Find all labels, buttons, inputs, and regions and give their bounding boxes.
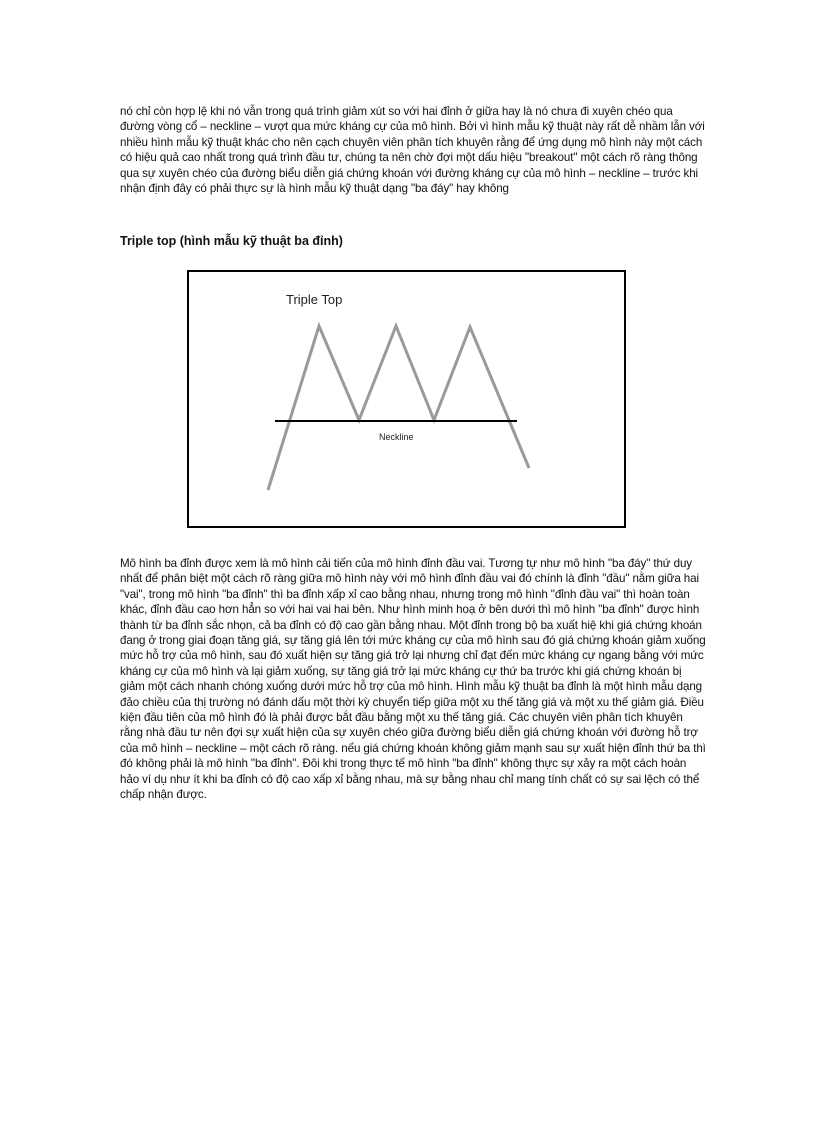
price-line (268, 326, 529, 490)
triple-top-figure (187, 270, 626, 528)
figure-title: Triple Top (286, 292, 343, 307)
intro-paragraph: nó chỉ còn hợp lệ khi nó vẫn trong quá trình giảm xút so với hai đỉnh ở giữa hay là nó chưa đi xuyên chéo qua đường vòng cổ – neckline – vượt qua mức kháng cự của mô hình. Bởi vì hình mẫu kỹ thuật này rất dễ nhầm lẫn với nhiều hình mẫu kỹ thuật khác cho nên cạch chuyên viên phân tích khuyên rằng để ứng dụng mô hình này một cách có hiệu quả cao nhất trong quá trình đầu tư, chúng ta nên chờ đợi một dấu hiệu "breakout" một cách rõ ràng thông qua sự xuyên chéo của đường biểu diễn giá chứng khoán với đường kháng cự của mô hình – neckline – trước khi nhận định đây có phải thực sự là hình mẫu kỹ thuật dạng "ba đáy" hay không (120, 105, 705, 196)
triple-top-diagram (189, 272, 624, 526)
body-paragraph: Mô hình ba đỉnh được xem là mô hình cải tiến của mô hình đỉnh đầu vai. Tương tự như mô hình "ba đáy" thứ duy nhất để phân biệt một cách rõ ràng giữa mô hình này với mô hình đỉnh đầu vai đó chính là đỉnh "đầu" nằm giữa hai "vai", trong mô hình "ba đỉnh" thì ba đỉnh xấp xỉ cao bằng nhau, nhưng trong mô hình "đỉnh đầu vai" thì hoàn toàn khác, đỉnh đầu cao hơn hẳn so với hai vai hai bên. Như hình minh hoạ ở bên dưới thì mô hình "ba đỉnh" được hình thành từ ba đỉnh sắc nhọn, cả ba đỉnh có độ cao gần bằng nhau. Một đỉnh trong bộ ba xuất hiệ khi giá chứng khoán đang ở trong giai đoạn tăng giá, sự tăng giá lên tới mức kháng cự của mô hình sau đó giá chứng khoán giảm xuống mức hỗ trợ của mô hình, sau đó xuất hiện sự tăng giá trở lại nhưng chỉ đạt đến mức kháng cự ngang bằng với mức kháng cự của mô hình và lại giảm xuống, sự tăng giá trở lại mức kháng cự thứ ba trước khi giá chứng khoán bị giảm một cách nhanh chóng xuống dưới mức hỗ trợ của mô hình. Hình mẫu kỹ thuật ba đỉnh là một hình mẫu dạng đảo chiều của thị trường nó đánh dấu một thời kỳ chuyển tiếp giữa một xu thế tăng giá và một xu thế giảm giá. Điều kiện đầu tiên của mô hình đó là phải được bắt đầu bằng một xu thế tăng giá. Các chuyên viên phân tích khuyên rằng nhà đầu tư nên đợi sự xuất hiện của sự xuyên chéo giữa đường biểu diễn giá chứng khoán với đường hỗ trợ của mô hình – neckline – một cách rõ ràng. nếu giá chứng khoán không giảm mạnh sau sự xuất hiện đỉnh thứ ba thì đó không phải là mô hình "ba đỉnh". Đôi khi trong thực tế mô hình "ba đỉnh" không thực sự xảy ra một cách hoàn hảo ví dụ như ít khi ba đỉnh có độ cao xấp xỉ bằng nhau, mà sự bằng nhau chỉ mang tính chất có sự sai lệch có thể chấp nhận được. (120, 557, 706, 802)
neckline-label: Neckline (379, 432, 414, 442)
section-heading: Triple top (hình mẫu kỹ thuật ba đỉnh) (120, 234, 343, 248)
